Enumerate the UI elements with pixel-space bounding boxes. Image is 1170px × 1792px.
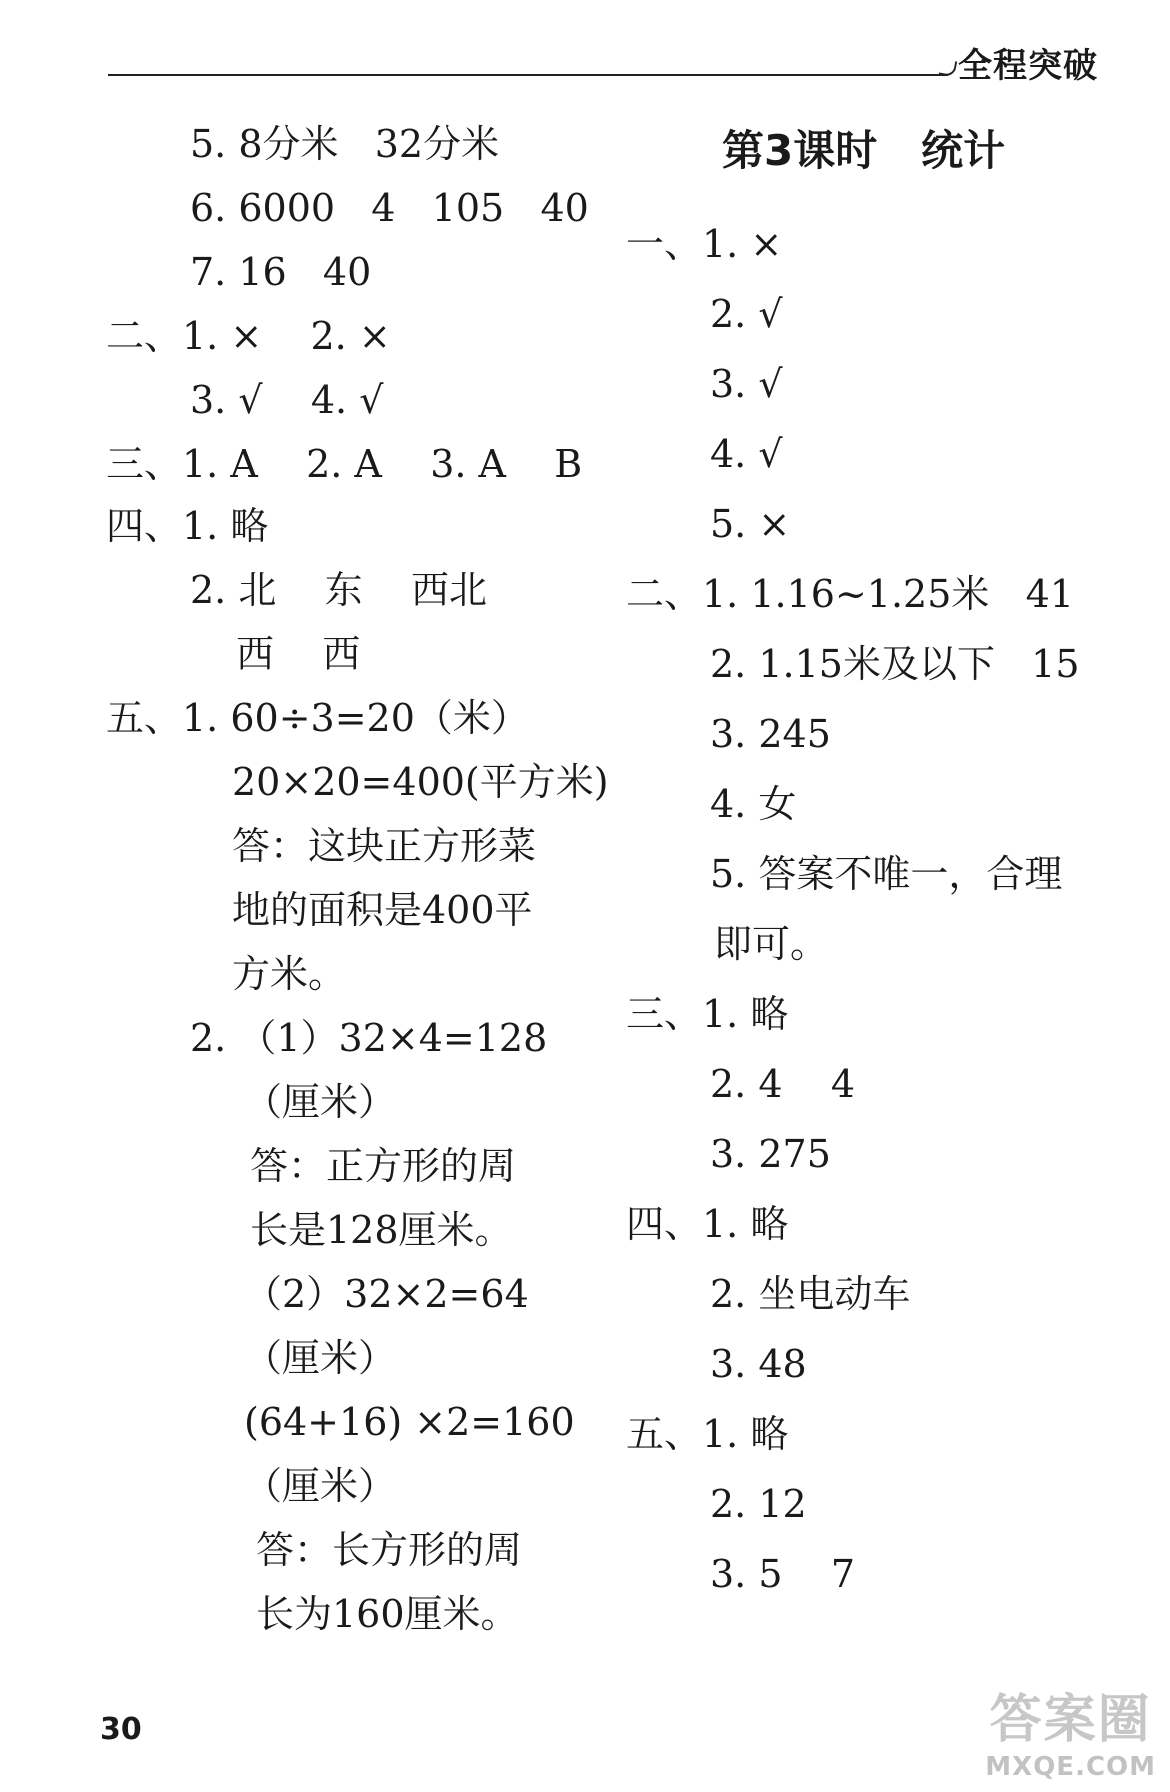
answer-line: 4. √ — [710, 432, 783, 476]
section-title: 第3课时 统计 — [722, 126, 1006, 175]
answer-line: 3. 245 — [710, 712, 831, 756]
answer-line: （厘米） — [244, 1464, 397, 1508]
answer-line: 五、1. 略 — [626, 1412, 789, 1456]
answer-line: 3. 5 7 — [710, 1552, 856, 1596]
answer-line: 即可。 — [714, 922, 829, 966]
answer-line: 2. √ — [710, 292, 783, 336]
answer-line: 地的面积是400平 — [232, 888, 533, 932]
answer-line: 2. 北 东 西北 — [190, 568, 487, 612]
answer-line: 3. 275 — [710, 1132, 831, 1176]
answer-line: （2）32×2=64 — [244, 1272, 529, 1316]
answer-line: 2. （1）32×4=128 — [190, 1016, 548, 1060]
answer-line: 2. 12 — [710, 1482, 807, 1526]
answer-line: 四、1. 略 — [106, 504, 269, 548]
answer-line: 2. 1.15米及以下 15 — [710, 642, 1080, 686]
answer-line: 一、1. × — [626, 222, 783, 266]
answer-line: 二、1. 1.16~1.25米 41 — [626, 572, 1074, 616]
answer-line: 5. × — [710, 502, 791, 546]
answer-line: 四、1. 略 — [626, 1202, 789, 1246]
answer-line: （厘米） — [244, 1080, 397, 1124]
answer-line: 4. 女 — [710, 782, 797, 826]
watermark — [985, 1677, 1156, 1782]
answer-line: 5. 答案不唯一，合理 — [710, 852, 1063, 896]
answer-line: 五、1. 60÷3=20（米） — [106, 696, 529, 740]
answer-line: 5. 8分米 32分米 — [190, 122, 500, 166]
answer-line: 长为160厘米。 — [256, 1592, 519, 1636]
answer-line: 三、1. 略 — [626, 992, 789, 1036]
answer-line: 方米。 — [232, 952, 347, 996]
page-number: 30 — [100, 1712, 142, 1747]
answer-line: 3. √ — [710, 362, 783, 406]
answer-line: 答：这块正方形菜 — [232, 824, 537, 868]
answer-line: 二、1. × 2. × — [106, 314, 391, 358]
answer-line: (64+16) ×2=160 — [244, 1400, 575, 1444]
header-rule-hook — [939, 59, 958, 78]
answer-line: 答：长方形的周 — [256, 1528, 523, 1572]
answer-line: 三、1. A 2. A 3. A B — [106, 442, 583, 486]
answer-line: 7. 16 40 — [190, 250, 372, 294]
answer-line: 答：正方形的周 — [250, 1144, 517, 1188]
answer-line: 3. √ 4. √ — [190, 378, 384, 422]
answer-line: （厘米） — [244, 1336, 397, 1380]
answer-line: 6. 6000 4 105 40 — [190, 186, 589, 230]
answer-line: 西 西 — [236, 632, 361, 676]
watermark-logo: 答案圈 — [989, 1690, 1152, 1750]
answer-line: 3. 48 — [710, 1342, 807, 1386]
watermark-url: MXQE.COM — [985, 1752, 1156, 1782]
answer-line: 2. 坐电动车 — [710, 1272, 911, 1316]
brand-title: 全程突破 — [958, 46, 1098, 86]
header-rule — [108, 74, 948, 76]
answer-line: 长是128厘米。 — [250, 1208, 513, 1252]
answer-line: 20×20=400(平方米) — [232, 760, 609, 804]
answer-line: 2. 4 4 — [710, 1062, 856, 1106]
